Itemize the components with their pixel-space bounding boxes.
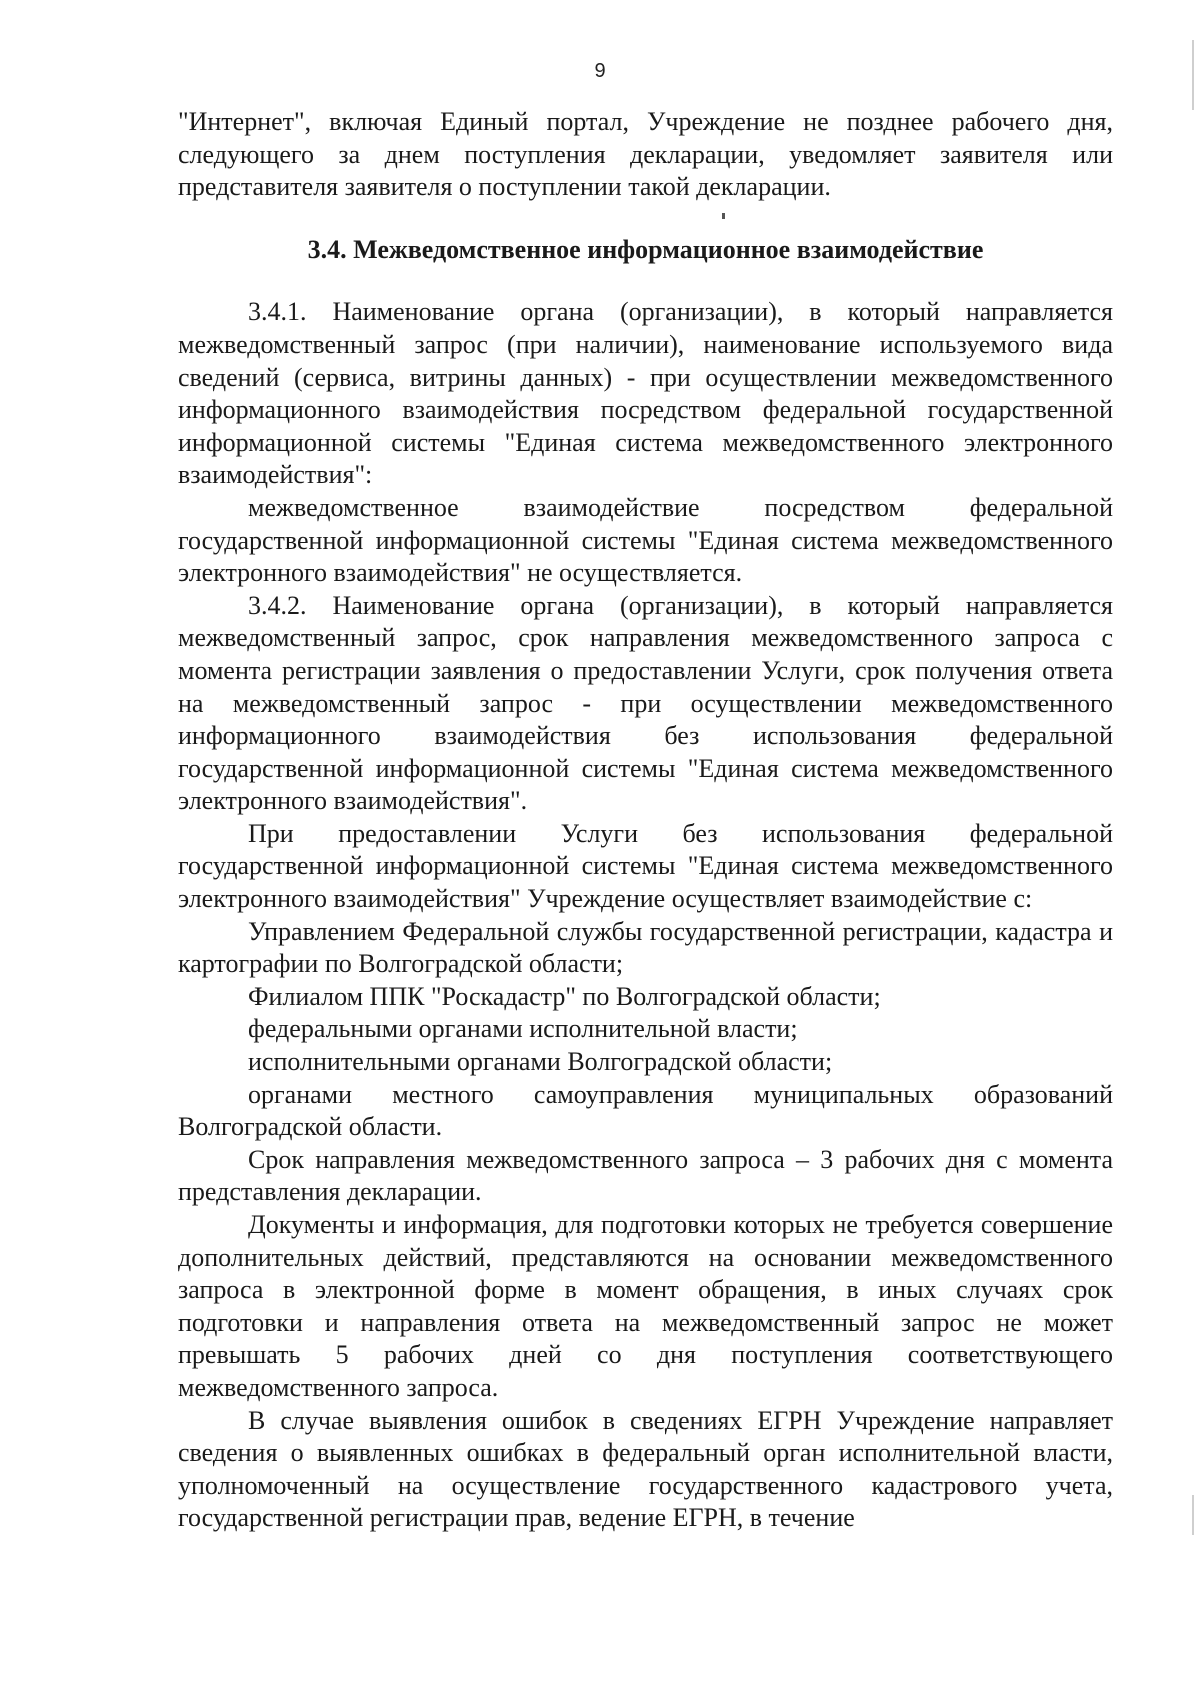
paragraph-3-4-1-answer: межведомственное взаимодействие посредством федеральной государственной информационной системы "Единая система межведомственного электронного взаимодействия" не осуществляется. (178, 492, 1113, 588)
scan-edge-mark (1192, 40, 1194, 110)
intro-paragraph: "Интернет", включая Единый портал, Учреждение не позднее рабочего дня, следующего за днем поступления декларации, уведомляет заявителя или представителя заявителя о поступлении такой декларации. (178, 107, 1113, 202)
page-body (178, 106, 1113, 1535)
paragraph-errors: В случае выявления ошибок в сведениях ЕГРН Учреждение направляет сведения о выявленных ошибках в федеральный орган исполнительной власти, уполномоченный на осуществление государственного кадастрового учета, государственной регистрации прав, ведение ЕГРН, в течение (178, 1405, 1113, 1533)
list-item: органами местного самоуправления муниципальных образований Волгоградской области. (178, 1079, 1113, 1142)
page-number: 9 (594, 60, 606, 82)
list-item: Управлением Федеральной службы государственной регистрации, кадастра и картографии по Волгоградской области; (178, 916, 1113, 979)
scan-speck (722, 213, 725, 219)
list-item: Филиалом ППК "Роскадастр" по Волгоградской области; (248, 981, 881, 1011)
paragraph-interaction: При предоставлении Услуги без использования федеральной государственной информационной системы "Единая система межведомственного электронного взаимодействия" Учреждение осуществляет взаимодействие с: (178, 818, 1113, 914)
paragraph-documents: Документы и информация, для подготовки которых не требуется совершение дополнительных действий, представляются на основании межведомственного запроса в электронной форме в момент обращения, в иных случаях срок подготовки и направления ответа на межведомственный запрос не может превышать 5 рабочих дней со дня поступления соответствующего межведомственного запроса. (178, 1210, 1113, 1402)
list-item: исполнительными органами Волгоградской области; (248, 1047, 833, 1077)
paragraph-term: Срок направления межведомственного запроса – 3 рабочих дня с момента представления декларации. (178, 1144, 1113, 1207)
section-heading: 3.4. Межведомственное информационное взаимодействие (307, 234, 984, 264)
paragraph-3-4-1: 3.4.1. Наименование органа (организации), в который направляется межведомственный запрос (при наличии), наименование используемого вида сведений (сервиса, витрины данных) - при осуществлении межведомственного информационного взаимодействия посредством федеральной государственной информационной системы "Единая система межведомственного электронного взаимодействия": (178, 297, 1113, 490)
list-item: федеральными органами исполнительной власти; (248, 1014, 798, 1044)
scan-edge-mark (1192, 1495, 1194, 1535)
paragraph-3-4-2: 3.4.2. Наименование органа (организации), в который направляется межведомственный запрос, срок направления межведомственного запроса с момента регистрации заявления о предоставлении Услуги, срок получения ответа на межведомственный запрос - при осуществлении межведомственного информационного взаимодействия без использования федеральной государственной информационной системы "Единая система межведомственного электронного взаимодействия". (178, 590, 1113, 816)
